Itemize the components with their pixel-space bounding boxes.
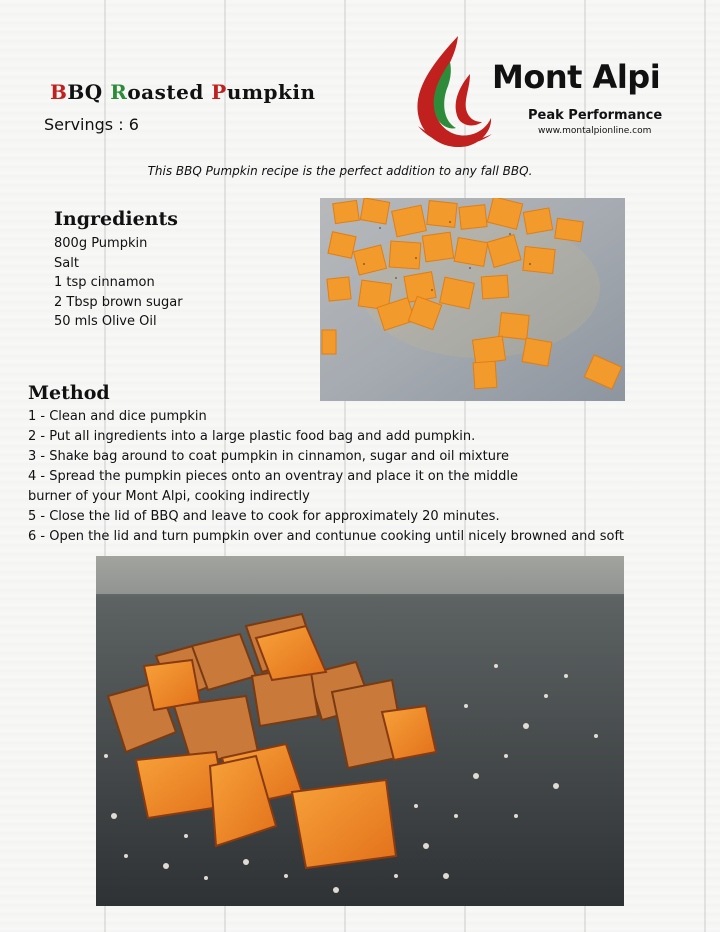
method-step: 2 - Put all ingredients into a large plastic food bag and add pumpkin.	[28, 429, 476, 444]
method-steps	[28, 407, 658, 547]
ingredient-item: 800g Pumpkin	[54, 236, 148, 251]
servings: Servings : 6	[44, 115, 139, 134]
title-part-1: BQ	[67, 80, 111, 104]
ingredients-list	[54, 234, 183, 332]
title-initial-3: P	[211, 80, 227, 104]
method-step: 6 - Open the lid and turn pumpkin over and contunue cooking until nicely browned and soft	[28, 529, 624, 544]
title-part-2: oasted	[127, 80, 212, 104]
mont-alpi-flame-logo-icon	[412, 34, 494, 152]
method-step: 1 - Clean and dice pumpkin	[28, 409, 207, 424]
recipe-intro: This BBQ Pumpkin recipe is the perfect addition to any fall BBQ.	[147, 164, 533, 178]
title-initial-2: R	[110, 80, 128, 104]
raw-pumpkin-photo	[320, 198, 625, 401]
brand-website: www.montalpionline.com	[538, 126, 652, 136]
roasted-pumpkin-photo	[96, 556, 624, 906]
ingredient-item: 2 Tbsp brown sugar	[54, 294, 183, 310]
recipe-title	[50, 80, 316, 104]
title-part-3: umpkin	[226, 80, 316, 104]
ingredient-item: Salt	[54, 255, 79, 271]
method-step: 3 - Shake bag around to coat pumpkin in cinnamon, sugar and oil mixture	[28, 449, 509, 464]
method-step: 5 - Close the lid of BBQ and leave to cook for approximately 20 minutes.	[28, 509, 500, 524]
ingredient-item: 50 mls Olive Oil	[54, 314, 157, 330]
ingredient-item: 1 tsp cinnamon	[54, 275, 155, 291]
ingredients-heading: Ingredients	[54, 208, 178, 230]
brand-tagline: Peak Performance	[528, 108, 663, 123]
brand-name: Mont Alpi	[492, 58, 661, 96]
method-step: 4 - Spread the pumpkin pieces onto an oventray and place it on the middle	[28, 469, 518, 484]
method-step: burner of your Mont Alpi, cooking indirectly	[28, 489, 310, 504]
method-heading: Method	[28, 382, 110, 404]
title-initial-1: B	[50, 80, 68, 104]
